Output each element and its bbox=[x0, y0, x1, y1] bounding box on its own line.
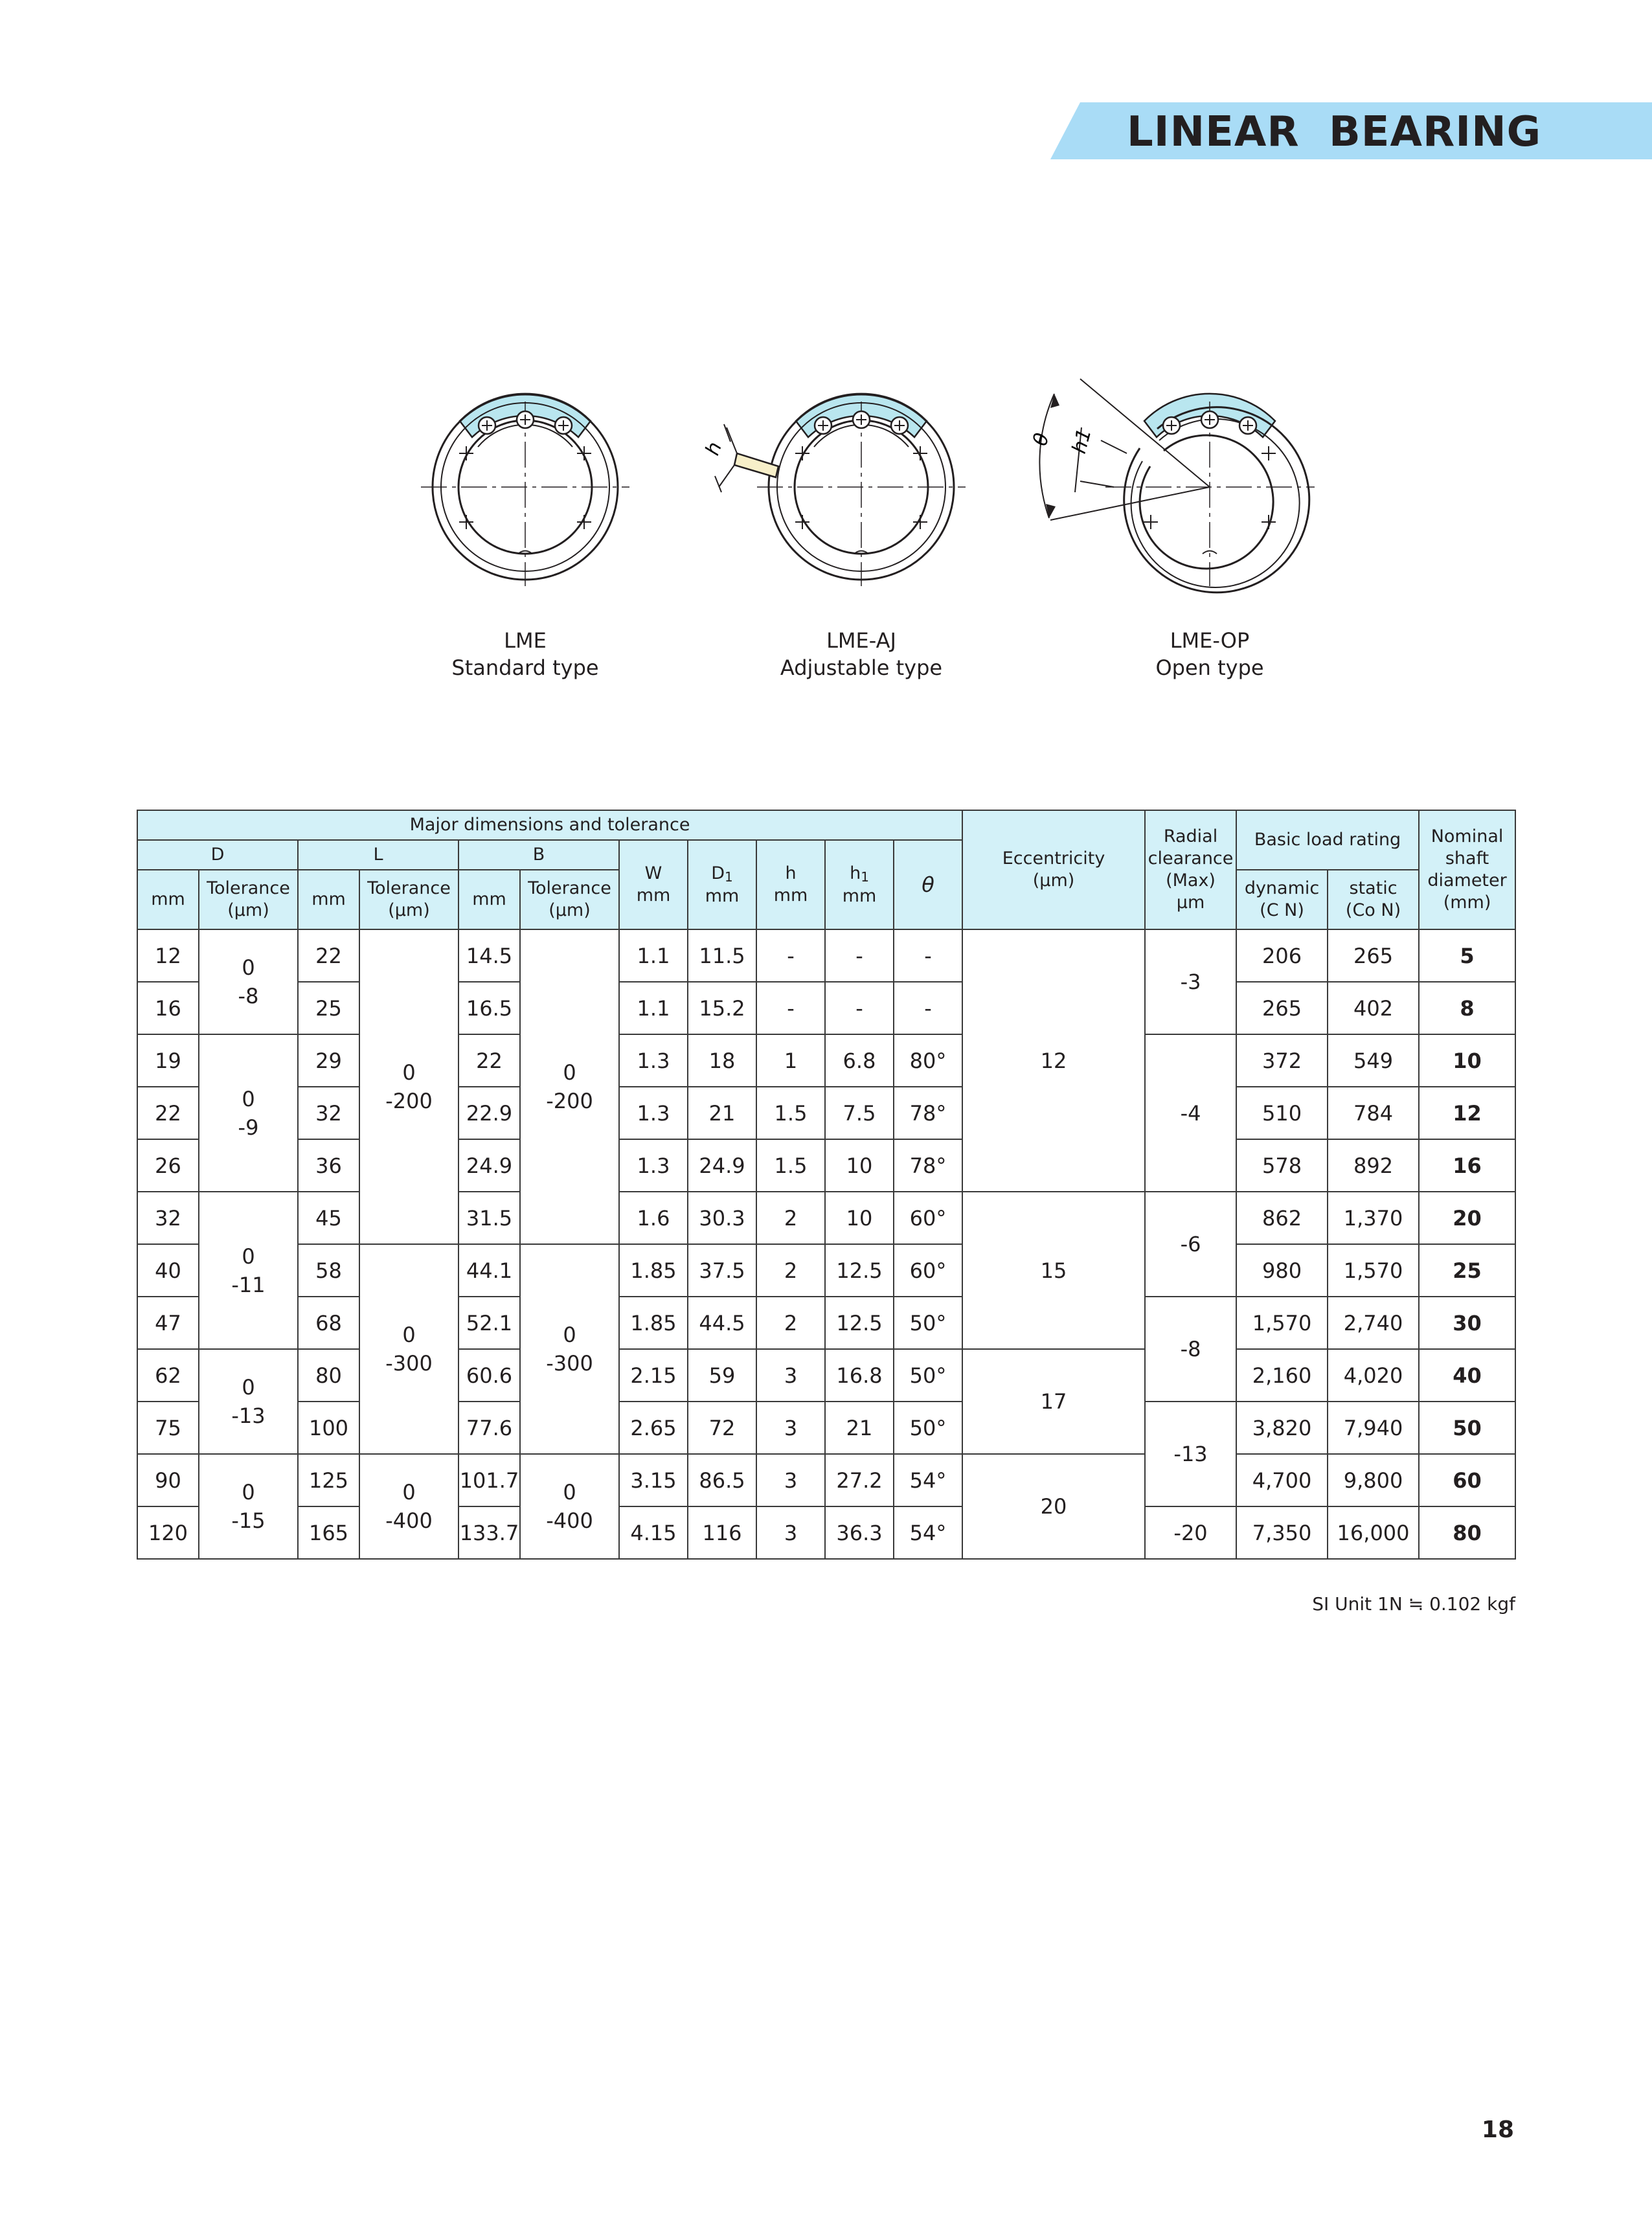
cell-dynamic: 1,570 bbox=[1236, 1297, 1328, 1349]
cell-l: 32 bbox=[298, 1087, 359, 1139]
cell-h1: 10 bbox=[825, 1139, 894, 1192]
cell-b: 16.5 bbox=[458, 982, 520, 1034]
header-dynamic: dynamic (C N) bbox=[1236, 870, 1328, 929]
header-l: L bbox=[298, 840, 458, 870]
cell-b: 14.5 bbox=[458, 929, 520, 982]
lme-aj-adjustable-diagram bbox=[701, 394, 966, 586]
cell-l: 29 bbox=[298, 1034, 359, 1087]
header-d1: $D_1$ mm bbox=[688, 840, 756, 929]
cell-shaft: 60 bbox=[1419, 1454, 1515, 1506]
cell-l: 36 bbox=[298, 1139, 359, 1192]
cell-h1: 7.5 bbox=[825, 1087, 894, 1139]
cell-b-tolerance: 0 -400 bbox=[520, 1454, 619, 1559]
cell-dynamic: 206 bbox=[1236, 929, 1328, 982]
cell-d1: 37.5 bbox=[688, 1244, 756, 1297]
cell-w: 1.1 bbox=[619, 929, 688, 982]
cell-shaft: 20 bbox=[1419, 1192, 1515, 1244]
cell-dynamic: 2,160 bbox=[1236, 1349, 1328, 1402]
cell-l: 45 bbox=[298, 1192, 359, 1244]
cell-radial: -20 bbox=[1145, 1506, 1236, 1559]
cell-h1: - bbox=[825, 982, 894, 1034]
cell-d1: 30.3 bbox=[688, 1192, 756, 1244]
cell-h: 3 bbox=[756, 1402, 825, 1454]
header-b-mm: mm bbox=[458, 870, 520, 929]
caption-lme bbox=[409, 627, 642, 681]
cell-h1: 6.8 bbox=[825, 1034, 894, 1087]
cell-b: 60.6 bbox=[458, 1349, 520, 1402]
cell-l: 80 bbox=[298, 1349, 359, 1402]
cell-d1: 116 bbox=[688, 1506, 756, 1559]
table-row bbox=[137, 1454, 1515, 1506]
cell-static: 549 bbox=[1328, 1034, 1419, 1087]
cell-shaft: 25 bbox=[1419, 1244, 1515, 1297]
cell-h1: 21 bbox=[825, 1402, 894, 1454]
header-l-mm: mm bbox=[298, 870, 359, 929]
cell-l: 25 bbox=[298, 982, 359, 1034]
cell-dynamic: 372 bbox=[1236, 1034, 1328, 1087]
cell-dynamic: 862 bbox=[1236, 1192, 1328, 1244]
lme-standard-diagram bbox=[421, 394, 629, 586]
cell-d: 26 bbox=[137, 1139, 199, 1192]
cell-theta: 54° bbox=[894, 1454, 962, 1506]
cell-h1: 12.5 bbox=[825, 1244, 894, 1297]
cell-h1: 12.5 bbox=[825, 1297, 894, 1349]
table-row bbox=[137, 1087, 1515, 1139]
cell-b: 133.7 bbox=[458, 1506, 520, 1559]
cell-d-tolerance: 0 -8 bbox=[199, 929, 298, 1034]
table-row bbox=[137, 1139, 1515, 1192]
cell-d: 12 bbox=[137, 929, 199, 982]
cell-l-tolerance: 0 -200 bbox=[359, 929, 458, 1244]
table-row bbox=[137, 1192, 1515, 1244]
cell-d: 75 bbox=[137, 1402, 199, 1454]
header-radial-clearance: Radial clearance (Max) μm bbox=[1145, 810, 1236, 929]
aj-h-label: h bbox=[701, 438, 727, 459]
cell-d1: 11.5 bbox=[688, 929, 756, 982]
cell-d1: 15.2 bbox=[688, 982, 756, 1034]
cell-theta: 78° bbox=[894, 1139, 962, 1192]
cell-h: 3 bbox=[756, 1454, 825, 1506]
header-d-tolerance: Tolerance (μm) bbox=[199, 870, 298, 929]
header-w: W mm bbox=[619, 840, 688, 929]
cell-radial: -8 bbox=[1145, 1297, 1236, 1402]
cell-d-tolerance: 0 -9 bbox=[199, 1034, 298, 1192]
cell-d1: 18 bbox=[688, 1034, 756, 1087]
cell-theta: - bbox=[894, 982, 962, 1034]
cell-radial: -13 bbox=[1145, 1402, 1236, 1506]
cell-l: 22 bbox=[298, 929, 359, 982]
table-row bbox=[137, 1402, 1515, 1454]
cell-shaft: 16 bbox=[1419, 1139, 1515, 1192]
cell-radial: -3 bbox=[1145, 929, 1236, 1034]
cell-d1: 59 bbox=[688, 1349, 756, 1402]
lme-op-open-diagram bbox=[1029, 379, 1315, 593]
cell-eccentricity: 20 bbox=[962, 1454, 1145, 1559]
cell-b-tolerance: 0 -200 bbox=[520, 929, 619, 1244]
cell-theta: 50° bbox=[894, 1402, 962, 1454]
caption-lme-op-name: LME-OP bbox=[1170, 628, 1250, 653]
caption-lme-op-type: Open type bbox=[1155, 655, 1264, 680]
header-d: D bbox=[137, 840, 298, 870]
cell-b-tolerance: 0 -300 bbox=[520, 1244, 619, 1454]
cell-eccentricity: 17 bbox=[962, 1349, 1145, 1454]
cell-static: 1,370 bbox=[1328, 1192, 1419, 1244]
caption-lme-aj-type: Adjustable type bbox=[780, 655, 943, 680]
cell-b: 24.9 bbox=[458, 1139, 520, 1192]
header-d-mm: mm bbox=[137, 870, 199, 929]
table-row bbox=[137, 1349, 1515, 1402]
cell-b: 101.7 bbox=[458, 1454, 520, 1506]
header-theta: θ bbox=[894, 840, 962, 929]
cell-shaft: 50 bbox=[1419, 1402, 1515, 1454]
cell-shaft: 10 bbox=[1419, 1034, 1515, 1087]
cell-l: 165 bbox=[298, 1506, 359, 1559]
cell-w: 3.15 bbox=[619, 1454, 688, 1506]
cell-dynamic: 510 bbox=[1236, 1087, 1328, 1139]
cell-d-tolerance: 0 -15 bbox=[199, 1454, 298, 1559]
cell-h: 3 bbox=[756, 1506, 825, 1559]
cell-static: 402 bbox=[1328, 982, 1419, 1034]
cell-d1: 72 bbox=[688, 1402, 756, 1454]
cell-h: - bbox=[756, 929, 825, 982]
table-row bbox=[137, 982, 1515, 1034]
cell-static: 1,570 bbox=[1328, 1244, 1419, 1297]
cell-d: 40 bbox=[137, 1244, 199, 1297]
cell-d: 47 bbox=[137, 1297, 199, 1349]
cell-h1: 16.8 bbox=[825, 1349, 894, 1402]
header-basic-load-rating: Basic load rating bbox=[1236, 810, 1419, 870]
cell-d: 32 bbox=[137, 1192, 199, 1244]
cell-d: 90 bbox=[137, 1454, 199, 1506]
si-unit-note: SI Unit 1N ≒ 0.102 kgf bbox=[1312, 1593, 1515, 1615]
cell-eccentricity: 15 bbox=[962, 1192, 1145, 1349]
caption-lme-type: Standard type bbox=[451, 655, 599, 680]
cell-d: 19 bbox=[137, 1034, 199, 1087]
cell-d1: 44.5 bbox=[688, 1297, 756, 1349]
cell-d: 16 bbox=[137, 982, 199, 1034]
cell-d1: 86.5 bbox=[688, 1454, 756, 1506]
cell-theta: - bbox=[894, 929, 962, 982]
op-h1-label: h1 bbox=[1067, 426, 1096, 457]
cell-l: 125 bbox=[298, 1454, 359, 1506]
cell-shaft: 5 bbox=[1419, 929, 1515, 982]
cell-d1: 24.9 bbox=[688, 1139, 756, 1192]
cell-w: 1.3 bbox=[619, 1034, 688, 1087]
page-number: 18 bbox=[1481, 2117, 1514, 2143]
header-b: B bbox=[458, 840, 619, 870]
cell-h1: 27.2 bbox=[825, 1454, 894, 1506]
cell-dynamic: 265 bbox=[1236, 982, 1328, 1034]
cell-theta: 54° bbox=[894, 1506, 962, 1559]
table-row bbox=[137, 1034, 1515, 1087]
cell-static: 16,000 bbox=[1328, 1506, 1419, 1559]
caption-lme-op bbox=[1093, 627, 1326, 681]
cell-w: 1.3 bbox=[619, 1087, 688, 1139]
cell-shaft: 8 bbox=[1419, 982, 1515, 1034]
table-row bbox=[137, 1506, 1515, 1559]
cell-w: 1.3 bbox=[619, 1139, 688, 1192]
cell-static: 2,740 bbox=[1328, 1297, 1419, 1349]
cell-h: 1.5 bbox=[756, 1139, 825, 1192]
cell-shaft: 12 bbox=[1419, 1087, 1515, 1139]
cell-w: 1.85 bbox=[619, 1297, 688, 1349]
header-b-tolerance: Tolerance (μm) bbox=[520, 870, 619, 929]
cell-d-tolerance: 0 -13 bbox=[199, 1349, 298, 1454]
cell-b: 22 bbox=[458, 1034, 520, 1087]
table-row bbox=[137, 929, 1515, 982]
cell-b: 52.1 bbox=[458, 1297, 520, 1349]
cell-b: 22.9 bbox=[458, 1087, 520, 1139]
cell-h: 2 bbox=[756, 1192, 825, 1244]
caption-lme-aj-name: LME-AJ bbox=[826, 628, 896, 653]
cell-w: 1.85 bbox=[619, 1244, 688, 1297]
cell-shaft: 30 bbox=[1419, 1297, 1515, 1349]
cell-h: 1.5 bbox=[756, 1087, 825, 1139]
cell-dynamic: 578 bbox=[1236, 1139, 1328, 1192]
cell-h: 2 bbox=[756, 1297, 825, 1349]
cell-radial: -6 bbox=[1145, 1192, 1236, 1297]
cell-h: - bbox=[756, 982, 825, 1034]
cell-shaft: 80 bbox=[1419, 1506, 1515, 1559]
spec-table bbox=[137, 810, 1516, 1560]
cell-radial: -4 bbox=[1145, 1034, 1236, 1192]
cell-theta: 60° bbox=[894, 1244, 962, 1297]
cell-h1: - bbox=[825, 929, 894, 982]
cell-h: 2 bbox=[756, 1244, 825, 1297]
cell-shaft: 40 bbox=[1419, 1349, 1515, 1402]
bearing-diagrams bbox=[0, 0, 1652, 648]
cell-static: 9,800 bbox=[1328, 1454, 1419, 1506]
cell-h1: 36.3 bbox=[825, 1506, 894, 1559]
cell-b: 77.6 bbox=[458, 1402, 520, 1454]
cell-w: 1.6 bbox=[619, 1192, 688, 1244]
cell-w: 2.65 bbox=[619, 1402, 688, 1454]
cell-theta: 78° bbox=[894, 1087, 962, 1139]
cell-l-tolerance: 0 -400 bbox=[359, 1454, 458, 1559]
cell-d-tolerance: 0 -11 bbox=[199, 1192, 298, 1349]
table-row bbox=[137, 1297, 1515, 1349]
cell-static: 4,020 bbox=[1328, 1349, 1419, 1402]
cell-static: 892 bbox=[1328, 1139, 1419, 1192]
cell-l: 68 bbox=[298, 1297, 359, 1349]
cell-theta: 80° bbox=[894, 1034, 962, 1087]
header-eccentricity: Eccentricity (μm) bbox=[962, 810, 1145, 929]
header-h1: $h_1$ mm bbox=[825, 840, 894, 929]
cell-static: 784 bbox=[1328, 1087, 1419, 1139]
cell-eccentricity: 12 bbox=[962, 929, 1145, 1192]
cell-dynamic: 980 bbox=[1236, 1244, 1328, 1297]
cell-static: 265 bbox=[1328, 929, 1419, 982]
cell-l: 100 bbox=[298, 1402, 359, 1454]
cell-l-tolerance: 0 -300 bbox=[359, 1244, 458, 1454]
cell-dynamic: 7,350 bbox=[1236, 1506, 1328, 1559]
cell-dynamic: 4,700 bbox=[1236, 1454, 1328, 1506]
cell-static: 7,940 bbox=[1328, 1402, 1419, 1454]
cell-d: 22 bbox=[137, 1087, 199, 1139]
op-theta-label: θ bbox=[1028, 431, 1054, 449]
caption-lme-aj bbox=[745, 627, 978, 681]
header-static: static (Co N) bbox=[1328, 870, 1419, 929]
cell-w: 2.15 bbox=[619, 1349, 688, 1402]
cell-b: 31.5 bbox=[458, 1192, 520, 1244]
cell-d: 62 bbox=[137, 1349, 199, 1402]
cell-d1: 21 bbox=[688, 1087, 756, 1139]
page-title: LINEAR BEARING bbox=[1127, 108, 1542, 156]
header-major-dimensions: Major dimensions and tolerance bbox=[137, 810, 962, 840]
cell-h: 3 bbox=[756, 1349, 825, 1402]
cell-h1: 10 bbox=[825, 1192, 894, 1244]
cell-w: 4.15 bbox=[619, 1506, 688, 1559]
cell-l: 58 bbox=[298, 1244, 359, 1297]
table-row bbox=[137, 1244, 1515, 1297]
cell-theta: 50° bbox=[894, 1297, 962, 1349]
cell-theta: 60° bbox=[894, 1192, 962, 1244]
cell-dynamic: 3,820 bbox=[1236, 1402, 1328, 1454]
cell-theta: 50° bbox=[894, 1349, 962, 1402]
header-h: h mm bbox=[756, 840, 825, 929]
cell-d: 120 bbox=[137, 1506, 199, 1559]
cell-h: 1 bbox=[756, 1034, 825, 1087]
caption-lme-name: LME bbox=[504, 628, 547, 653]
cell-b: 44.1 bbox=[458, 1244, 520, 1297]
header-nominal-shaft: Nominal shaft diameter (mm) bbox=[1419, 810, 1515, 929]
header-l-tolerance: Tolerance (μm) bbox=[359, 870, 458, 929]
cell-w: 1.1 bbox=[619, 982, 688, 1034]
